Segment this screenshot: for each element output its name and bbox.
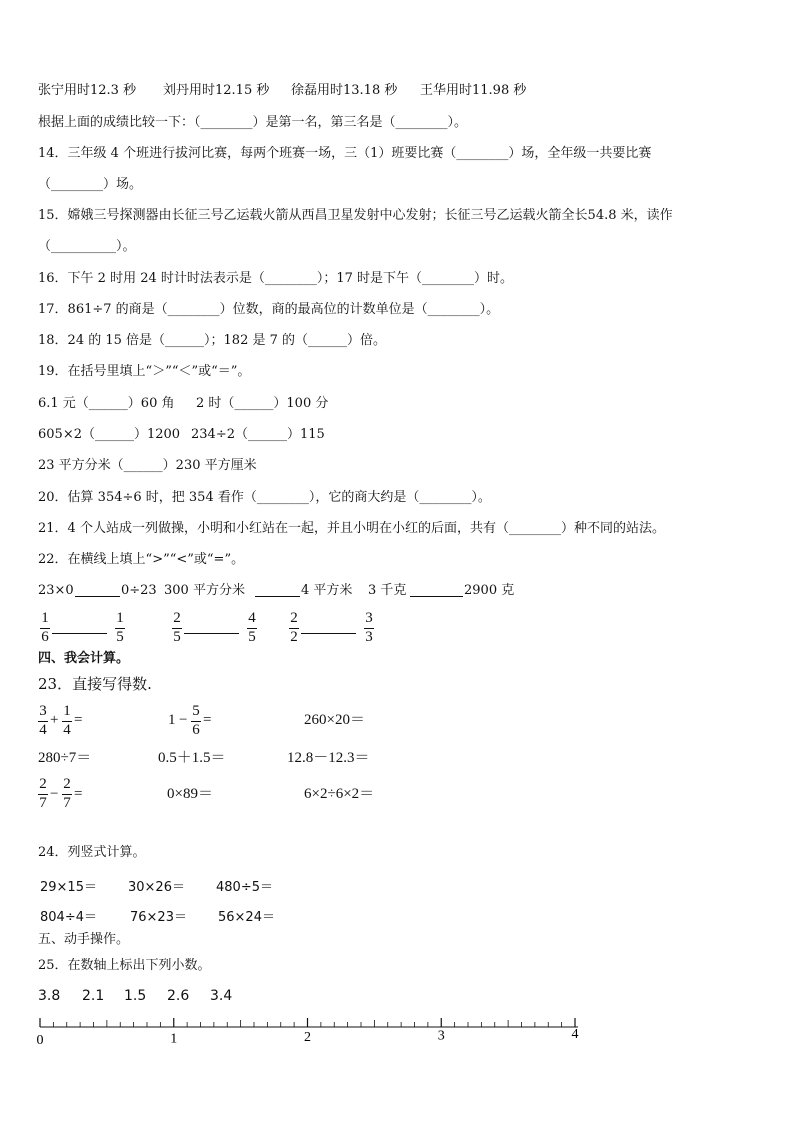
q18: 18．24 的 15 倍是（______）；182 是 7 的（______）倍。 xyxy=(38,333,387,348)
q22-row1b-right: 4 平方米 xyxy=(301,583,353,598)
time-wanghua: 王华用时11.98 秒 xyxy=(420,83,527,98)
q14-line2: （________）场。 xyxy=(38,177,143,192)
q22-row1c-right: 2900 克 xyxy=(464,583,515,598)
q13-times-row xyxy=(38,83,526,99)
q25-title: 25．在数轴上标出下列小数。 xyxy=(38,958,211,973)
q15-line1: 15．嫦娥三号探测器由长征三号乙运载火箭从西昌卫星发射中心发射；长征三号乙运载火箭全长54.8 米，读作 xyxy=(38,208,673,223)
vertical-calc-item: 480÷5＝ xyxy=(216,880,273,895)
q17: 17．861÷7 的商是（________）位数，商的最高位的计数单位是（________）。 xyxy=(38,302,500,317)
time-liudan: 刘丹用时12.15 秒 xyxy=(163,83,270,98)
denominator: 2 xyxy=(290,629,298,645)
numerator: 2 xyxy=(39,776,47,792)
axis-label: 3 xyxy=(437,1028,445,1044)
q22-row1c-left: 3 千克 xyxy=(368,583,407,598)
q19-row1a: 6.1 元（______）60 角 xyxy=(38,396,175,411)
axis-labels xyxy=(37,1027,579,1048)
numerator: 1 xyxy=(41,610,49,626)
numerator: 2 xyxy=(63,776,71,792)
q19-row3: 23 平方分米（______）230 平方厘米 xyxy=(38,458,257,473)
equals-sign: = xyxy=(203,712,212,728)
denominator: 5 xyxy=(248,629,256,645)
vertical-calc-item: 804÷4＝ xyxy=(40,910,97,925)
q19-row2b: 234÷2（______）115 xyxy=(191,427,325,442)
q24-title: 24．列竖式计算。 xyxy=(38,845,146,860)
vertical-calc-item: 29×15＝ xyxy=(40,880,97,895)
operator: − xyxy=(50,786,59,802)
numerator: 3 xyxy=(39,703,47,719)
time-zhangning: 张宁用时12.3 秒 xyxy=(38,83,137,98)
vertical-calc-item: 56×24＝ xyxy=(218,910,275,925)
q22-row1a-left: 23×0 xyxy=(38,583,74,598)
q19-row2a: 605×2（______）1200 xyxy=(38,427,181,442)
decimal-item: 2.1 xyxy=(82,988,105,1004)
numerator: 1 xyxy=(63,703,71,719)
time-xulei: 徐磊用时13.18 秒 xyxy=(291,83,398,98)
q22-row1b-left: 300 平方分米 xyxy=(164,583,245,598)
expr: 260×20＝ xyxy=(304,712,365,728)
denominator: 4 xyxy=(39,722,47,738)
q22-row1a-right: 0÷23 xyxy=(121,583,157,598)
axis-label: 0 xyxy=(36,1033,44,1048)
axis-label: 1 xyxy=(170,1031,178,1047)
numerator: 5 xyxy=(192,703,200,719)
decimal-list xyxy=(38,988,232,1004)
expr: 12.8－12.3＝ xyxy=(287,750,370,766)
numerator: 2 xyxy=(290,610,298,626)
expr: 0.5＋1.5＝ xyxy=(158,750,226,766)
vertical-calc-item: 30×26＝ xyxy=(128,880,185,895)
equals-sign: = xyxy=(74,712,83,728)
denominator: 5 xyxy=(116,629,124,645)
decimal-item: 3.8 xyxy=(38,988,61,1004)
q15-line2: （__________）。 xyxy=(38,239,136,254)
operator: − xyxy=(179,712,188,728)
number-line[interactable] xyxy=(0,1010,600,1055)
section5-heading: 五、动手操作。 xyxy=(38,932,130,947)
numerator: 2 xyxy=(173,610,181,626)
axis-ticks xyxy=(40,1018,575,1027)
expr: 6×2÷6×2＝ xyxy=(304,786,375,802)
q20: 20．估算 354÷6 时，把 354 看作（________），它的商大约是（________）。 xyxy=(38,490,491,505)
denominator: 7 xyxy=(63,795,71,811)
decimal-item: 1.5 xyxy=(124,988,147,1004)
q23-title: 23．直接写得数. xyxy=(38,675,152,693)
operator: + xyxy=(50,712,59,728)
q19-row1b: 2 时（______）100 分 xyxy=(196,396,329,411)
decimal-item: 2.6 xyxy=(167,988,190,1004)
q13-question: 根据上面的成绩比较一下：（________）是第一名，第三名是（________）。 xyxy=(38,115,468,130)
denominator: 6 xyxy=(192,722,200,738)
q16: 16．下午 2 时用 24 时计时法表示是（________）；17 时是下午（________）时。 xyxy=(38,271,514,286)
numerator: 4 xyxy=(248,610,256,626)
expr: 0×89＝ xyxy=(167,786,213,802)
denominator: 5 xyxy=(173,629,181,645)
denominator: 7 xyxy=(39,795,47,811)
answer-blank[interactable] xyxy=(75,596,120,597)
answer-blank[interactable] xyxy=(184,633,239,634)
expr: 280÷7＝ xyxy=(38,750,92,766)
answer-blank[interactable] xyxy=(52,633,107,634)
denominator: 3 xyxy=(365,629,373,645)
numerator: 1 xyxy=(116,610,124,626)
whole-number: 1 xyxy=(168,712,176,728)
answer-blank[interactable] xyxy=(301,633,356,634)
axis-label: 4 xyxy=(571,1027,579,1042)
axis-label: 2 xyxy=(304,1030,311,1045)
q21: 21．4 个人站成一列做操，小明和小红站在一起，并且小明在小红的后面，共有（________）种不同的站法。 xyxy=(38,521,665,536)
answer-blank[interactable] xyxy=(255,596,300,597)
vertical-calc-item: 76×23＝ xyxy=(130,910,187,925)
denominator: 6 xyxy=(41,629,49,645)
answer-blank[interactable] xyxy=(410,596,463,597)
equals-sign: = xyxy=(74,786,83,802)
q19-title: 19．在括号里填上“＞”“＜”或“＝”。 xyxy=(38,364,251,379)
q19-row2 xyxy=(38,427,325,443)
q22-title: 22．在横线上填上“>”“<”或“=”。 xyxy=(38,552,245,567)
numerator: 3 xyxy=(365,610,373,626)
q14-line1: 14．三年级 4 个班进行拔河比赛，每两个班赛一场，三（1）班要比赛（________）场，全年级一共要比赛 xyxy=(38,146,652,161)
section4-heading: 四、我会计算。 xyxy=(38,651,130,666)
denominator: 4 xyxy=(63,722,71,738)
q19-row1 xyxy=(38,396,328,412)
decimal-item: 3.4 xyxy=(210,988,233,1004)
